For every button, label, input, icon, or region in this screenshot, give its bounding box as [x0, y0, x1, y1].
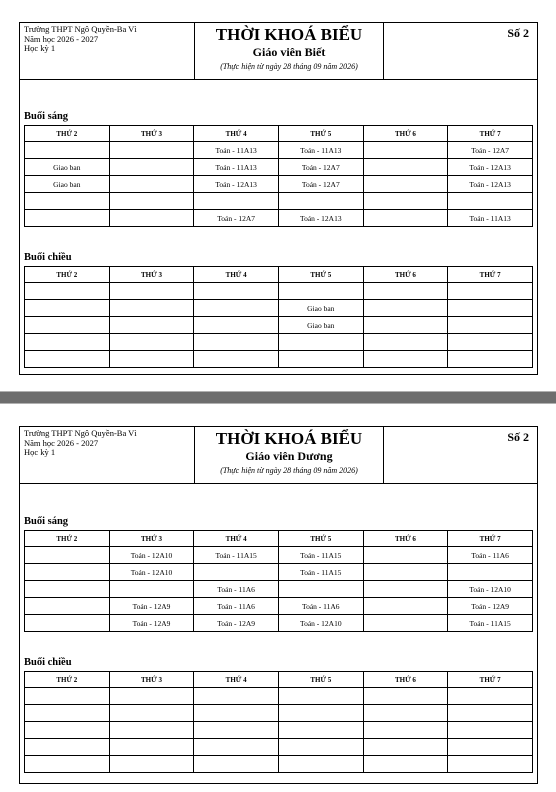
day-header: THỨ 5: [278, 672, 363, 688]
schedule-cell: Toán - 11A15: [278, 564, 363, 581]
schedule-cell: [109, 176, 194, 193]
schedule-cell: Toán - 12A10: [448, 581, 533, 598]
period-row: [25, 705, 533, 722]
schedule-cell: [278, 705, 363, 722]
day-header: THỨ 7: [448, 531, 533, 547]
schedule-cell: [363, 159, 448, 176]
day-header: THỨ 4: [194, 531, 279, 547]
day-header: THỨ 5: [278, 531, 363, 547]
schedule-cell: [448, 351, 533, 368]
schedule-cell: Toán - 11A6: [278, 598, 363, 615]
day-header: THỨ 7: [448, 126, 533, 142]
schedule-cell: Toán - 11A13: [278, 142, 363, 159]
period-row: [25, 283, 533, 300]
schedule-cell: [363, 722, 448, 739]
schedule-cell: Toán - 12A7: [278, 159, 363, 176]
schedule-cell: [363, 688, 448, 705]
page-separator: [0, 391, 556, 404]
schedule-cell: [25, 547, 110, 564]
schedule-cell: [25, 722, 110, 739]
schedule-cell: Toán - 12A9: [448, 598, 533, 615]
schedule-cell: [448, 283, 533, 300]
document-number: Số 2: [507, 430, 529, 444]
schedule-cell: [363, 564, 448, 581]
day-header: THỨ 6: [363, 267, 448, 283]
school-year: Năm học 2026 - 2027: [24, 33, 99, 44]
title-box: [194, 427, 384, 483]
schedule-cell: [448, 705, 533, 722]
afternoon-table: [24, 266, 533, 368]
schedule-cell: [25, 351, 110, 368]
schedule-cell: [278, 193, 363, 210]
schedule-cell: [194, 334, 279, 351]
schedule-cell: [109, 193, 194, 210]
period-row: [25, 193, 533, 210]
page-title: THỜI KHOÁ BIỂU: [215, 429, 363, 448]
timetable-page-1: [0, 0, 556, 391]
schedule-cell: Toán - 11A13: [194, 142, 279, 159]
period-row: [25, 317, 533, 334]
page-title: THỜI KHOÁ BIỂU: [215, 25, 363, 44]
school-name: Trường THPT Ngô Quyền-Ba Vì: [24, 428, 137, 438]
schedule-cell: Toán - 12A13: [448, 176, 533, 193]
schedule-cell: Toán - 12A10: [278, 615, 363, 632]
schedule-cell: Toán - 11A15: [194, 547, 279, 564]
schedule-cell: Toán - 11A15: [448, 615, 533, 632]
period-row: [25, 547, 533, 564]
schedule-cell: [194, 705, 279, 722]
day-header-row: [25, 126, 533, 142]
period-row: [25, 210, 533, 227]
timetable-header: [20, 427, 537, 484]
morning-table: [24, 530, 533, 632]
day-header: THỨ 6: [363, 672, 448, 688]
schedule-cell: [109, 142, 194, 159]
schedule-cell: [278, 722, 363, 739]
schedule-cell: [194, 300, 279, 317]
day-header: THỨ 6: [363, 531, 448, 547]
schedule-cell: [278, 581, 363, 598]
day-header: THỨ 2: [25, 267, 110, 283]
schedule-cell: [109, 739, 194, 756]
schedule-cell: [109, 283, 194, 300]
day-header: THỨ 5: [278, 126, 363, 142]
day-header: THỨ 7: [448, 267, 533, 283]
schedule-cell: [109, 300, 194, 317]
schedule-cell: [278, 739, 363, 756]
schedule-cell: [448, 300, 533, 317]
schedule-cell: [448, 334, 533, 351]
schedule-cell: Toán - 12A7: [448, 142, 533, 159]
schedule-cell: [25, 300, 110, 317]
day-header: THỨ 4: [194, 267, 279, 283]
schedule-cell: [363, 176, 448, 193]
schedule-cell: [363, 334, 448, 351]
schedule-cell: [363, 581, 448, 598]
period-row: [25, 300, 533, 317]
timetable-frame: [19, 22, 538, 375]
schedule-cell: Toán - 12A10: [109, 547, 194, 564]
day-header: THỨ 2: [25, 531, 110, 547]
afternoon-label: Buổi chiều: [24, 657, 72, 668]
schedule-cell: [25, 615, 110, 632]
day-header: THỨ 3: [109, 531, 194, 547]
schedule-cell: [194, 283, 279, 300]
schedule-cell: [363, 739, 448, 756]
schedule-cell: Giao ban: [25, 159, 110, 176]
schedule-cell: [109, 581, 194, 598]
schedule-cell: Toán - 12A13: [448, 159, 533, 176]
school-year: Năm học 2026 - 2027: [24, 437, 99, 448]
schedule-cell: Toán - 12A9: [194, 615, 279, 632]
schedule-cell: [278, 688, 363, 705]
schedule-cell: [194, 688, 279, 705]
schedule-cell: [25, 210, 110, 227]
schedule-cell: Giao ban: [278, 300, 363, 317]
schedule-cell: [363, 547, 448, 564]
schedule-cell: Giao ban: [278, 317, 363, 334]
period-row: [25, 598, 533, 615]
schedule-cell: [194, 351, 279, 368]
day-header: THỨ 5: [278, 267, 363, 283]
period-row: [25, 564, 533, 581]
schedule-cell: [25, 739, 110, 756]
schedule-cell: [194, 739, 279, 756]
schedule-cell: [363, 283, 448, 300]
schedule-cell: [363, 705, 448, 722]
schedule-cell: Toán - 11A13: [194, 159, 279, 176]
schedule-cell: Toán - 11A13: [448, 210, 533, 227]
schedule-cell: [363, 351, 448, 368]
period-row: [25, 739, 533, 756]
period-row: [25, 756, 533, 773]
period-row: [25, 159, 533, 176]
effective-date-note: (Thực hiện từ ngày 28 tháng 09 năm 2026): [220, 466, 358, 475]
schedule-cell: Toán - 12A9: [109, 615, 194, 632]
period-row: [25, 176, 533, 193]
schedule-cell: [194, 756, 279, 773]
document-number: Số 2: [507, 26, 529, 40]
schedule-cell: Toán - 12A10: [109, 564, 194, 581]
teacher-name: Giáo viên Dương: [245, 449, 333, 463]
day-header: THỨ 6: [363, 126, 448, 142]
schedule-cell: [109, 705, 194, 722]
period-row: [25, 688, 533, 705]
schedule-cell: [25, 334, 110, 351]
schedule-cell: [448, 688, 533, 705]
schedule-cell: [109, 351, 194, 368]
day-header: THỨ 3: [109, 672, 194, 688]
timetable-header: [20, 23, 537, 80]
period-row: [25, 722, 533, 739]
schedule-cell: [109, 722, 194, 739]
schedule-cell: Toán - 11A15: [278, 547, 363, 564]
schedule-cell: [194, 722, 279, 739]
morning-label: Buổi sáng: [24, 111, 69, 122]
schedule-cell: [278, 334, 363, 351]
schedule-cell: [363, 756, 448, 773]
morning-label: Buổi sáng: [24, 516, 69, 527]
day-header: THỨ 3: [109, 267, 194, 283]
schedule-cell: [448, 756, 533, 773]
schedule-cell: [109, 317, 194, 334]
afternoon-table: [24, 671, 533, 773]
afternoon-label: Buổi chiều: [24, 252, 72, 263]
schedule-cell: [278, 756, 363, 773]
day-header-row: [25, 267, 533, 283]
school-name: Trường THPT Ngô Quyền-Ba Vì: [24, 24, 137, 34]
schedule-cell: [363, 598, 448, 615]
title-box: [194, 23, 384, 79]
schedule-cell: [25, 142, 110, 159]
schedule-cell: [25, 688, 110, 705]
morning-table: [24, 125, 533, 227]
day-header: THỨ 2: [25, 126, 110, 142]
schedule-cell: [25, 581, 110, 598]
schedule-cell: [448, 317, 533, 334]
schedule-cell: [363, 210, 448, 227]
schedule-cell: [109, 210, 194, 227]
schedule-cell: [109, 688, 194, 705]
day-header: THỨ 4: [194, 126, 279, 142]
day-header: THỨ 4: [194, 672, 279, 688]
day-header-row: [25, 531, 533, 547]
schedule-cell: [278, 351, 363, 368]
teacher-name: Giáo viên Biết: [252, 45, 326, 59]
schedule-cell: [363, 615, 448, 632]
semester: Học kỳ 1: [24, 43, 56, 53]
schedule-cell: [194, 193, 279, 210]
schedule-cell: [448, 739, 533, 756]
schedule-cell: Toán - 11A6: [194, 581, 279, 598]
day-header: THỨ 3: [109, 126, 194, 142]
schedule-cell: Toán - 12A9: [109, 598, 194, 615]
day-header: THỨ 7: [448, 672, 533, 688]
timetable-page-2: [0, 404, 556, 792]
effective-date-note: (Thực hiện từ ngày 28 tháng 09 năm 2026): [220, 62, 358, 71]
period-row: [25, 334, 533, 351]
schedule-cell: [25, 705, 110, 722]
schedule-cell: Toán - 12A7: [278, 176, 363, 193]
schedule-cell: [363, 300, 448, 317]
schedule-cell: Toán - 12A13: [278, 210, 363, 227]
schedule-cell: [448, 564, 533, 581]
period-row: [25, 142, 533, 159]
timetable-frame: [19, 426, 538, 784]
schedule-cell: [363, 317, 448, 334]
schedule-cell: [448, 193, 533, 210]
school-info: [24, 429, 137, 458]
schedule-cell: Toán - 12A7: [194, 210, 279, 227]
schedule-cell: [109, 159, 194, 176]
school-info: [24, 25, 137, 54]
schedule-cell: [109, 334, 194, 351]
schedule-cell: [109, 756, 194, 773]
schedule-cell: Toán - 11A6: [448, 547, 533, 564]
day-header: THỨ 2: [25, 672, 110, 688]
schedule-cell: [25, 756, 110, 773]
schedule-cell: Toán - 11A6: [194, 598, 279, 615]
semester: Học kỳ 1: [24, 447, 56, 457]
schedule-cell: [25, 317, 110, 334]
schedule-cell: [363, 193, 448, 210]
schedule-cell: [194, 317, 279, 334]
schedule-cell: Toán - 12A13: [194, 176, 279, 193]
schedule-cell: Giao ban: [25, 176, 110, 193]
schedule-cell: [363, 142, 448, 159]
period-row: [25, 351, 533, 368]
schedule-cell: [25, 193, 110, 210]
period-row: [25, 581, 533, 598]
schedule-cell: [25, 564, 110, 581]
schedule-cell: [25, 283, 110, 300]
period-row: [25, 615, 533, 632]
schedule-cell: [278, 283, 363, 300]
schedule-cell: [194, 564, 279, 581]
day-header-row: [25, 672, 533, 688]
schedule-cell: [448, 722, 533, 739]
schedule-cell: [25, 598, 110, 615]
